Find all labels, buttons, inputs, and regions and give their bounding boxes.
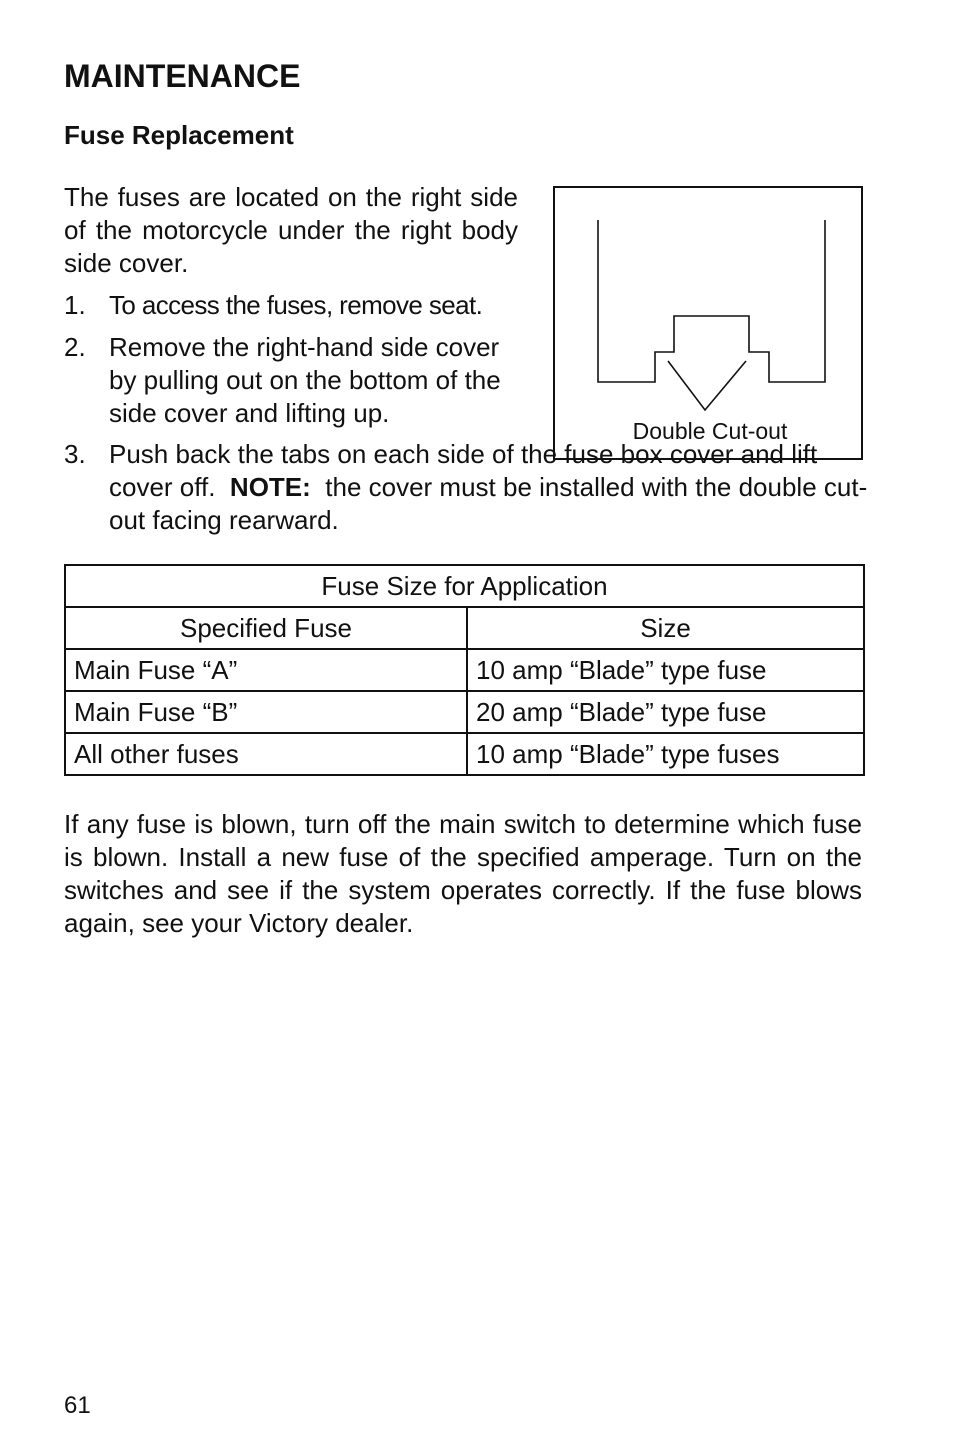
arrow-down-icon bbox=[668, 361, 746, 410]
step-text-before: Push back the tabs on each side of the fuse box cover and lift cover off. bbox=[109, 439, 818, 502]
table-title-row bbox=[65, 565, 864, 607]
step-text: Remove the right-hand side cover by pulling out on the bottom of the side cover and lifting up. bbox=[109, 332, 501, 428]
step-number: 1. bbox=[64, 290, 86, 320]
table-row bbox=[65, 691, 864, 733]
note-label: NOTE: bbox=[229, 472, 311, 502]
page-title: MAINTENANCE bbox=[64, 58, 301, 94]
figure-caption: Double Cut-out bbox=[632, 418, 788, 444]
step-number: 3. bbox=[64, 439, 86, 469]
page-number: 61 bbox=[64, 1392, 91, 1419]
column-header: Specified Fuse bbox=[65, 607, 467, 649]
column-header: Size bbox=[467, 607, 864, 649]
table-cell: All other fuses bbox=[65, 733, 467, 775]
table-row bbox=[65, 733, 864, 775]
table-cell: Main Fuse “A” bbox=[65, 649, 467, 691]
step-number: 2. bbox=[64, 332, 86, 362]
table-title: Fuse Size for Application bbox=[65, 565, 864, 607]
table-row bbox=[65, 649, 864, 691]
section-title: Fuse Replacement bbox=[64, 120, 294, 150]
step-text: To access the fuses, remove seat. bbox=[109, 290, 483, 320]
table-header-row bbox=[65, 607, 864, 649]
table-cell: 10 amp “Blade” type fuse bbox=[467, 649, 864, 691]
table-cell: 20 amp “Blade” type fuse bbox=[467, 691, 864, 733]
fuse-cover-diagram bbox=[553, 186, 863, 460]
table-cell: Main Fuse “B” bbox=[65, 691, 467, 733]
fuse-size-table bbox=[64, 564, 865, 776]
cover-outline bbox=[598, 220, 825, 382]
intro-paragraph: The fuses are located on the right side of the motorcycle under the right body side cover. bbox=[64, 182, 518, 278]
table-cell: 10 amp “Blade” type fuses bbox=[467, 733, 864, 775]
step-text-after: the cover must be installed with the double cut-out facing rearward. bbox=[109, 472, 868, 535]
closing-paragraph: If any fuse is blown, turn off the main switch to determine which fuse is blown. Install a new fuse of the specified amperage. Turn on the switches and see if the system operates correctly. If the fuse blows again, see your Victory dealer. bbox=[64, 809, 862, 938]
